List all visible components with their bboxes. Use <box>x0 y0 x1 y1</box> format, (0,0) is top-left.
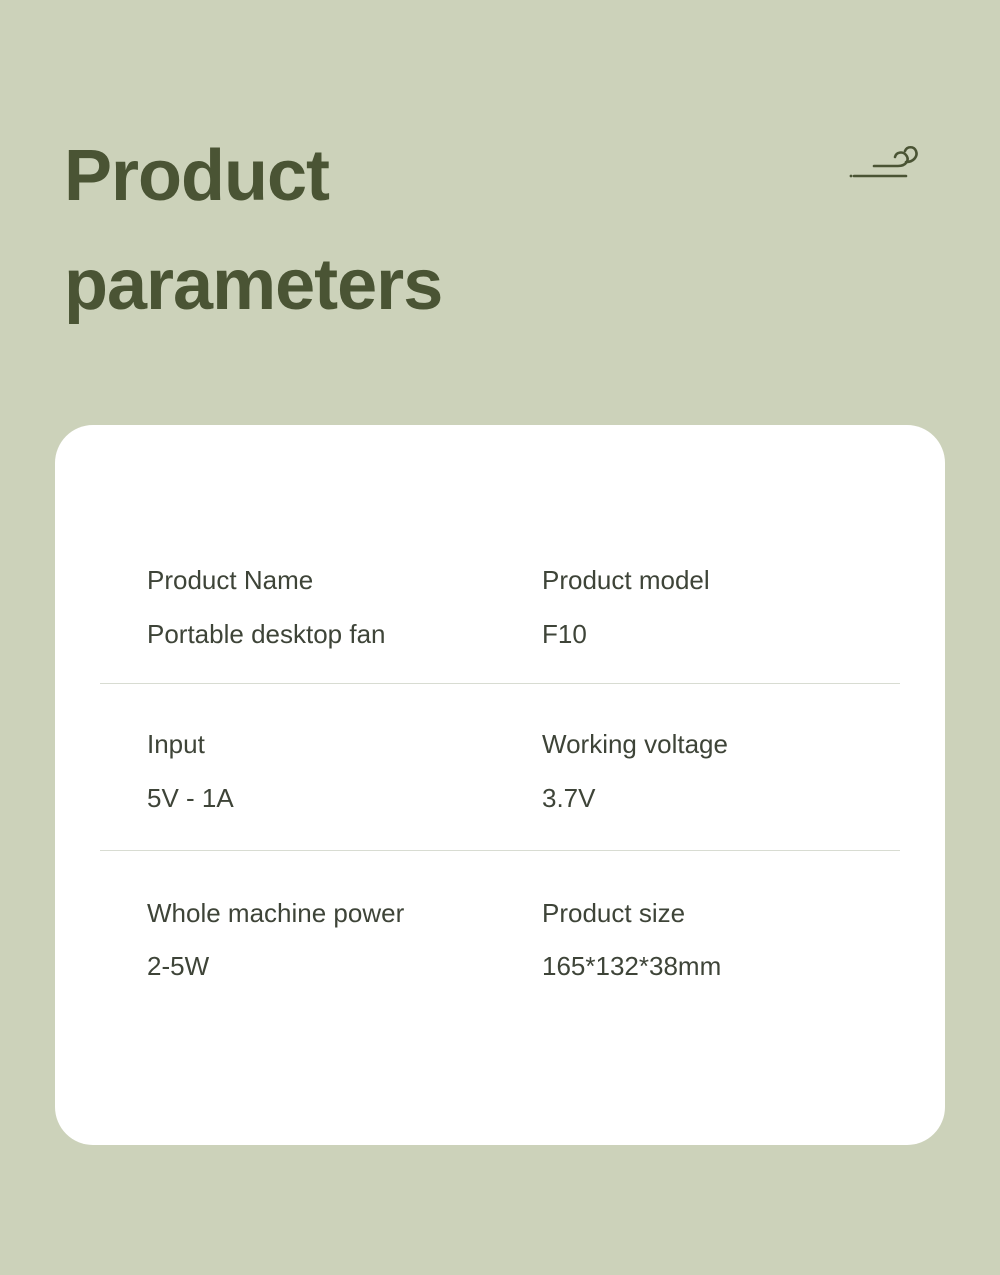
spec-value: 165*132*38mm <box>542 951 722 982</box>
spec-label: Input <box>147 729 205 760</box>
spec-value: 3.7V <box>542 783 596 814</box>
table-row <box>100 683 900 849</box>
specs-card <box>55 425 945 1145</box>
spec-label: Product Name <box>147 565 314 595</box>
table-row <box>100 540 900 683</box>
spec-cell-working-voltage <box>500 726 900 817</box>
spec-value: 2-5W <box>147 951 210 982</box>
spec-cell-product-size <box>500 895 900 986</box>
spec-cell-product-name <box>100 562 500 653</box>
wind-swirl-icon <box>848 136 928 192</box>
table-row <box>100 850 900 1006</box>
page-title-line-1: Product <box>64 136 330 216</box>
specs-table <box>100 540 900 1006</box>
spec-cell-product-model <box>500 562 900 653</box>
spec-label: Working voltage <box>542 729 728 760</box>
spec-cell-input <box>100 726 500 817</box>
spec-value: 5V - 1A <box>147 783 234 814</box>
spec-label: Product model <box>542 565 710 595</box>
spec-label: Whole machine power <box>147 897 405 928</box>
page-title-line-2: parameters <box>64 245 443 326</box>
spec-value: F10 <box>542 618 587 649</box>
spec-value: Portable desktop fan <box>147 618 386 649</box>
page-title <box>64 122 684 341</box>
spec-label: Product size <box>542 897 686 928</box>
spec-cell-whole-machine-power <box>100 895 500 986</box>
